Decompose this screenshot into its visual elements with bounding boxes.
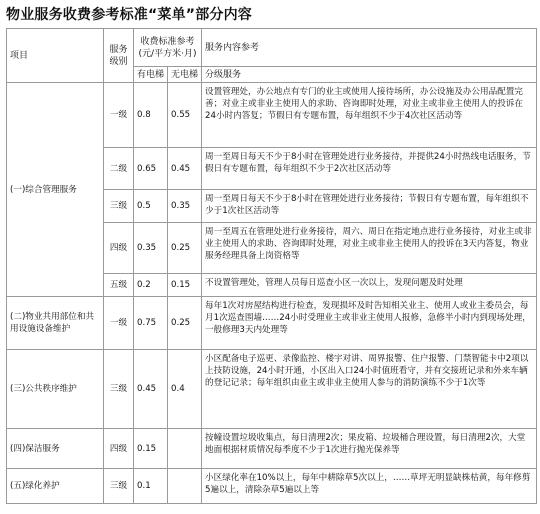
with-elevator-cell: 0.35 — [134, 223, 168, 274]
content-cell: 周一至周日每天不少于8小时在管理处进行业务接待，并提供24小时热线电话服务，节假日有专题布置，每年组织不少于2次社区活动等 — [202, 148, 537, 190]
header-content-ref: 服务内容参考 — [202, 29, 537, 67]
content-cell: 周一至周日每天不少于8小时在管理处进行业务接待；节假日有专题布置，每年组织不少于1次社区活动等 — [202, 190, 537, 223]
level-cell: 一级 — [104, 83, 134, 148]
without-elevator-cell: 0.4 — [168, 350, 202, 429]
without-elevator-cell: 0.45 — [168, 148, 202, 190]
fee-standard-table — [6, 28, 537, 504]
content-cell: 小区配备电子巡更、录像监控、楼宇对讲、周界报警、住户报警、门禁智能卡中2项以上技防设施，24小时开通，小区出入口24小时值班看守，并有交接班记录和外来车辆的登记记录；每年组织由业主或非业主使用人参与的消防演练不少于1次等 — [202, 350, 537, 429]
table-row — [7, 83, 537, 148]
level-cell: 三级 — [104, 190, 134, 223]
header-without-elevator: 无电梯 — [168, 67, 202, 83]
level-cell: 三级 — [104, 350, 134, 429]
content-cell: 每年1次对房屋结构进行检查，发现损坏及时告知相关业主、使用人或业主委员会，每月1次巡查围墙……24小时受理业主或非业主使用人报修，急修半小时内到现场处理，一般修理3天内处理等 — [202, 297, 537, 350]
level-cell: 二级 — [104, 148, 134, 190]
without-elevator-cell: 0.55 — [168, 83, 202, 148]
content-cell: 设置管理处，办公地点有专门的业主或使用人接待场所，办公设施及办公用品配置完善；对业主或非业主使用人的求助、咨询即时处理，对业主或非业主使用人的投诉在24小时内答复；节假日有专题布置，每年组织不少于4次社区活动等 — [202, 83, 537, 148]
header-item: 项目 — [7, 29, 104, 83]
item-cell: (三)公共秩序维护 — [7, 350, 104, 429]
table-row — [7, 350, 537, 429]
page-title: 物业服务收费参考标准“菜单”部分内容 — [6, 7, 253, 23]
with-elevator-cell: 0.65 — [134, 148, 168, 190]
without-elevator-cell: 0.35 — [168, 190, 202, 223]
level-cell: 一级 — [104, 297, 134, 350]
without-elevator-cell: 0.25 — [168, 297, 202, 350]
with-elevator-cell: 0.75 — [134, 297, 168, 350]
content-cell: 不设置管理处，管理人员每日巡查小区一次以上，发现问题及时处理 — [202, 274, 537, 297]
content-cell: 周一至周五在管理处进行业务接待，周六、周日在指定地点进行业务接待，对业主或非业主使用人的求助、咨询即时处理，对业主或非业主使用人的投诉在3天内答复，物业服务经理具备上岗资格等 — [202, 223, 537, 274]
item-cell: (一)综合管理服务 — [7, 83, 104, 297]
level-cell: 四级 — [104, 429, 134, 469]
level-cell: 五级 — [104, 274, 134, 297]
table-row — [7, 469, 537, 504]
header-level-service: 分级服务 — [202, 67, 537, 83]
with-elevator-cell: 0.5 — [134, 190, 168, 223]
with-elevator-cell: 0.45 — [134, 350, 168, 429]
table-row — [7, 297, 537, 350]
without-elevator-cell — [168, 429, 202, 469]
header-level: 服务级别 — [104, 29, 134, 83]
level-cell: 三级 — [104, 469, 134, 504]
content-cell: 按幢设置垃圾收集点，每日清理2次；果皮箱、垃圾桶合理设置，每日清理2次，大堂地面根据材质情况每季度不少于1次进行抛光保养等 — [202, 429, 537, 469]
with-elevator-cell: 0.1 — [134, 469, 168, 504]
without-elevator-cell — [168, 469, 202, 504]
item-cell: (二)物业共用部位和共用设施设备维护 — [7, 297, 104, 350]
level-cell: 四级 — [104, 223, 134, 274]
header-row — [7, 29, 537, 67]
header-with-elevator: 有电梯 — [134, 67, 168, 83]
with-elevator-cell: 0.15 — [134, 429, 168, 469]
item-cell: (五)绿化养护 — [7, 469, 104, 504]
without-elevator-cell: 0.15 — [168, 274, 202, 297]
content-cell: 小区绿化率在10%以上，每年中耕除草5次以上，……草坪无明显缺株枯黄，每年修剪5遍以上，清除杂草5遍以上等 — [202, 469, 537, 504]
table-row — [7, 429, 537, 469]
with-elevator-cell: 0.2 — [134, 274, 168, 297]
without-elevator-cell: 0.25 — [168, 223, 202, 274]
with-elevator-cell: 0.8 — [134, 83, 168, 148]
header-fee-standard: 收费标准参考(元/平方米·月) — [134, 29, 202, 67]
item-cell: (四)保洁服务 — [7, 429, 104, 469]
